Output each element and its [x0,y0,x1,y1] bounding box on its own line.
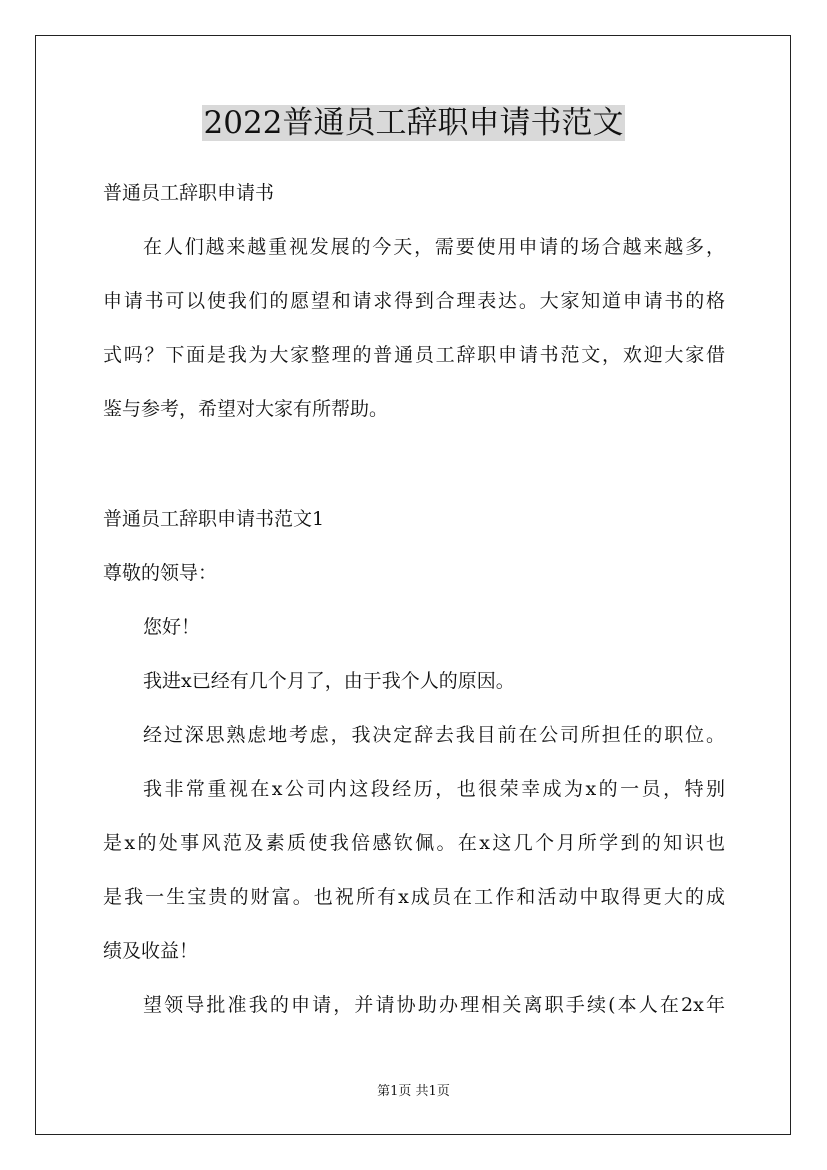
page-number-footer: 第1页 共1页 [377,1084,450,1099]
paragraph-line: 经过深思熟虑地考虑，我决定辞去我目前在公司所担任的职位。 [143,724,725,746]
paragraph-line: 式吗？下面是我为大家整理的普通员工辞职申请书范文，欢迎大家借 [103,344,725,366]
salutation: 尊敬的领导： [103,562,218,584]
paragraph-line: 是x的处事风范及素质使我倍感钦佩。在x这几个月所学到的知识也 [103,832,725,854]
paragraph-line: 我进x已经有几个月了，由于我个人的原因。 [143,670,515,692]
paragraph-line: 是我一生宝贵的财富。也祝所有x成员在工作和活动中取得更大的成 [103,886,725,908]
greeting: 您好！ [143,616,201,638]
paragraph-line: 申请书可以使我们的愿望和请求得到合理表达。大家知道申请书的格 [103,290,725,312]
section-heading: 普通员工辞职申请书 [103,182,275,204]
paragraph-line: 望领导批准我的申请，并请协助办理相关离职手续(本人在2x年 [143,994,725,1016]
section-heading: 普通员工辞职申请书范文1 [103,508,325,530]
document-title: 2022普通员工辞职申请书范文 [203,105,624,141]
paragraph-line: 我非常重视在x公司内这段经历，也很荣幸成为x的一员，特别 [143,778,725,800]
paragraph-line: 在人们越来越重视发展的今天，需要使用申请的场合越来越多， [143,236,725,258]
paragraph-line: 绩及收益！ [103,940,199,962]
paragraph-line: 鉴与参考，希望对大家有所帮助。 [103,398,389,420]
